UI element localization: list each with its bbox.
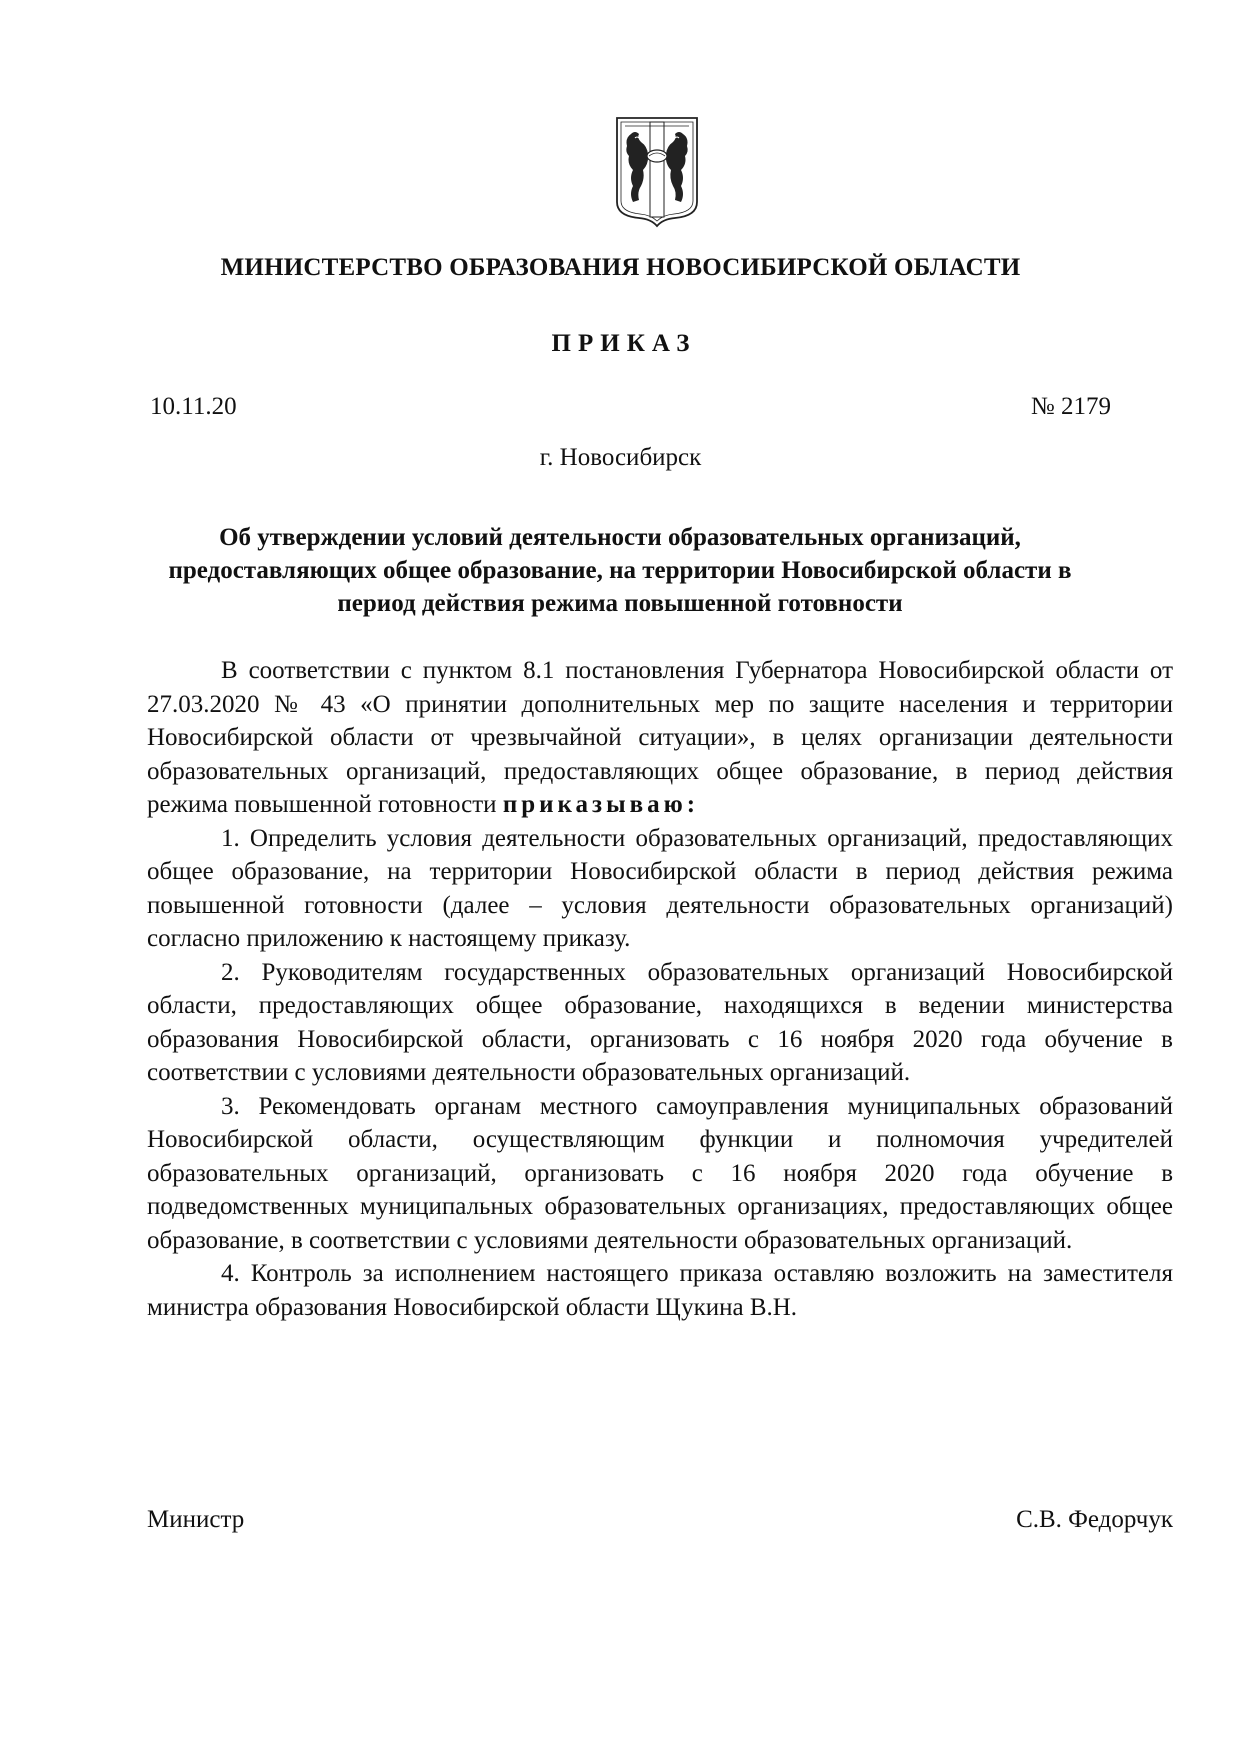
- preamble-text: В соответствии с пунктом 8.1 постановления Губернатора Новосибирской области от 27.03.2020 № 43 «О принятии дополнительных мер по защите населения и территории Новосибирской области от чрезвычайной ситуации», в целях организации деятельности образовательных организаций, предоставляющих общее образование, в период действия режима повышенной готовности: [147, 657, 1173, 818]
- order-item-4: 4. Контроль за исполнением настоящего приказа оставляю возложить на заместителя министра образования Новосибирской области Щукина В.Н.: [147, 1260, 1173, 1321]
- order-item-3: 3. Рекомендовать органам местного самоуправления муниципальных образований Новосибирской области, осуществляющим функции и полномочия учредителей образовательных организаций, организовать с 16 ноября 2020 года обучение в подведомственных муниципальных образовательных организациях, предоставляющих общее образование, в соответствии с условиями деятельности образовательных организаций.: [147, 1092, 1173, 1254]
- novosibirsk-coat-of-arms-icon: [615, 116, 699, 228]
- signatory-role: Министр: [147, 1506, 245, 1533]
- document-type-title: ПРИКАЗ: [551, 330, 697, 357]
- order-word: приказываю:: [502, 791, 700, 818]
- preamble-paragraph: [147, 654, 1173, 822]
- order-item-2: 2. Руководителям государственных образовательных организаций Новосибирской области, предоставляющих общее образование, находящихся в ведении министерства образования Новосибирской области, организовать с 16 ноября 2020 года обучение в соответствии с условиями деятельности образовательных организаций.: [147, 958, 1173, 1086]
- document-number: № 2179: [1030, 393, 1111, 420]
- document-date: 10.11.20: [150, 393, 237, 420]
- order-item-1: 1. Определить условия деятельности образовательных организаций, предоставляющих общее образование, на территории Новосибирской области в период действия режима повышенной готовности (далее – условия деятельности образовательных организаций) согласно приложению к настоящему приказу.: [147, 824, 1173, 952]
- document-body: [147, 654, 1173, 1324]
- signatory-name: С.В. Федорчук: [1016, 1506, 1173, 1533]
- ministry-title: МИНИСТЕРСТВО ОБРАЗОВАНИЯ НОВОСИБИРСКОЙ ОБЛАСТИ: [220, 254, 1021, 281]
- document-subject: Об утверждении условий деятельности образовательных организаций, предоставляющих общее образование, на территории Новосибирской области в период действия режима повышенной готовности: [168, 524, 1072, 617]
- document-city: г. Новосибирск: [539, 444, 702, 471]
